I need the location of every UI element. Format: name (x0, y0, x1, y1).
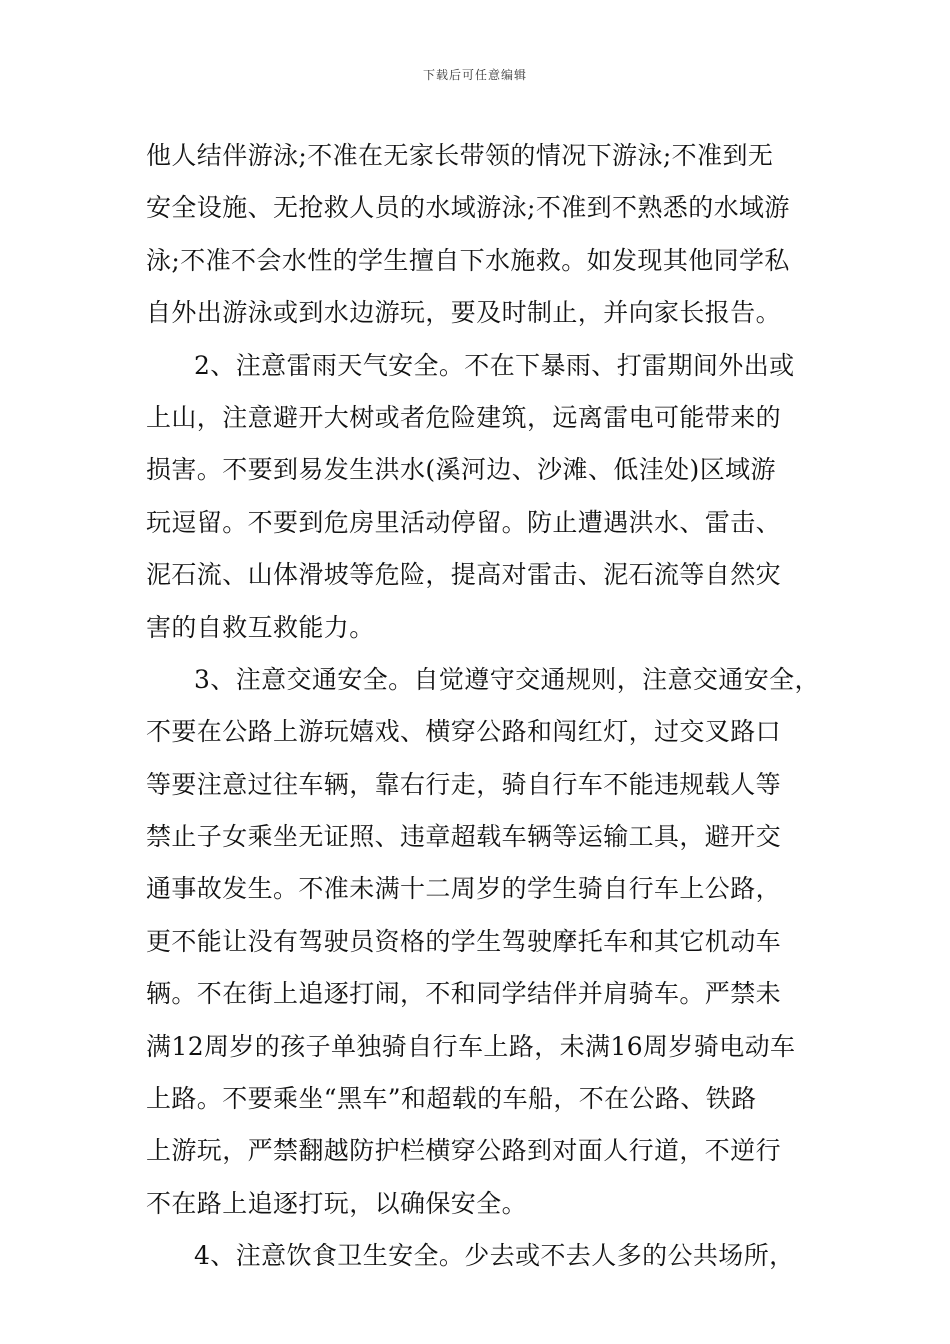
text-line: 泥石流、山体滑坡等危险，提高对雷击、泥石流等自然灾 (146, 560, 782, 590)
text-line: 上山，注意避开大树或者危险建筑，远离雷电可能带来的 (146, 402, 782, 432)
text-line: 不要在公路上游玩嬉戏、横穿公路和闯红灯，过交叉路口 (146, 717, 782, 747)
text-line: 更不能让没有驾驶员资格的学生驾驶摩托车和其它机动车 (146, 926, 782, 956)
text-line: 他人结伴游泳;不准在无家长带领的情况下游泳;不准到无 (146, 141, 774, 170)
text-line: 自外出游泳或到水边游玩，要及时制止，并向家长报告。 (146, 298, 782, 328)
text-line: 损害。不要到易发生洪水(溪河边、沙滩、低洼处)区域游 (146, 455, 776, 485)
paragraph-start-line: 2、注意雷雨天气安全。不在下暴雨、打雷期间外出或 (194, 350, 795, 380)
text-line: 上游玩，严禁翻越防护栏横穿公路到对面人行道，不逆行 (146, 1136, 782, 1166)
text-line: 害的自救互救能力。 (146, 612, 375, 642)
paragraph-start-line: 3、注意交通安全。自觉遵守交通规则，注意交通安全， (194, 664, 820, 694)
text-line: 禁止子女乘坐无证照、违章超载车辆等运输工具，避开交 (146, 822, 782, 852)
text-line: 通事故发生。不准未满十二周岁的学生骑自行车上公路， (146, 874, 782, 904)
text-line: 玩逗留。不要到危房里活动停留。防止遭遇洪水、雷击、 (146, 507, 782, 537)
text-line: 辆。不在街上追逐打闹，不和同学结伴并肩骑车。严禁未 (146, 979, 782, 1009)
text-line: 安全设施、无抢救人员的水域游泳;不准到不熟悉的水域游 (146, 193, 790, 223)
text-line: 满12周岁的孩子单独骑自行车上路，未满16周岁骑电动车 (146, 1031, 796, 1061)
text-line: 等要注意过往车辆，靠右行走，骑自行车不能违规载人等 (146, 769, 782, 799)
text-line: 不在路上追逐打玩，以确保安全。 (146, 1188, 528, 1218)
paragraph-start-line: 4、注意饮食卫生安全。少去或不去人多的公共场所， (194, 1241, 795, 1271)
text-line: 上路。不要乘坐“黑车”和超载的车船，不在公路、铁路 (146, 1084, 757, 1114)
body-text (146, 130, 826, 1283)
text-line: 泳;不准不会水性的学生擅自下水施救。如发现其他同学私 (146, 245, 790, 275)
header-note: 下载后可任意编辑 (422, 68, 527, 82)
